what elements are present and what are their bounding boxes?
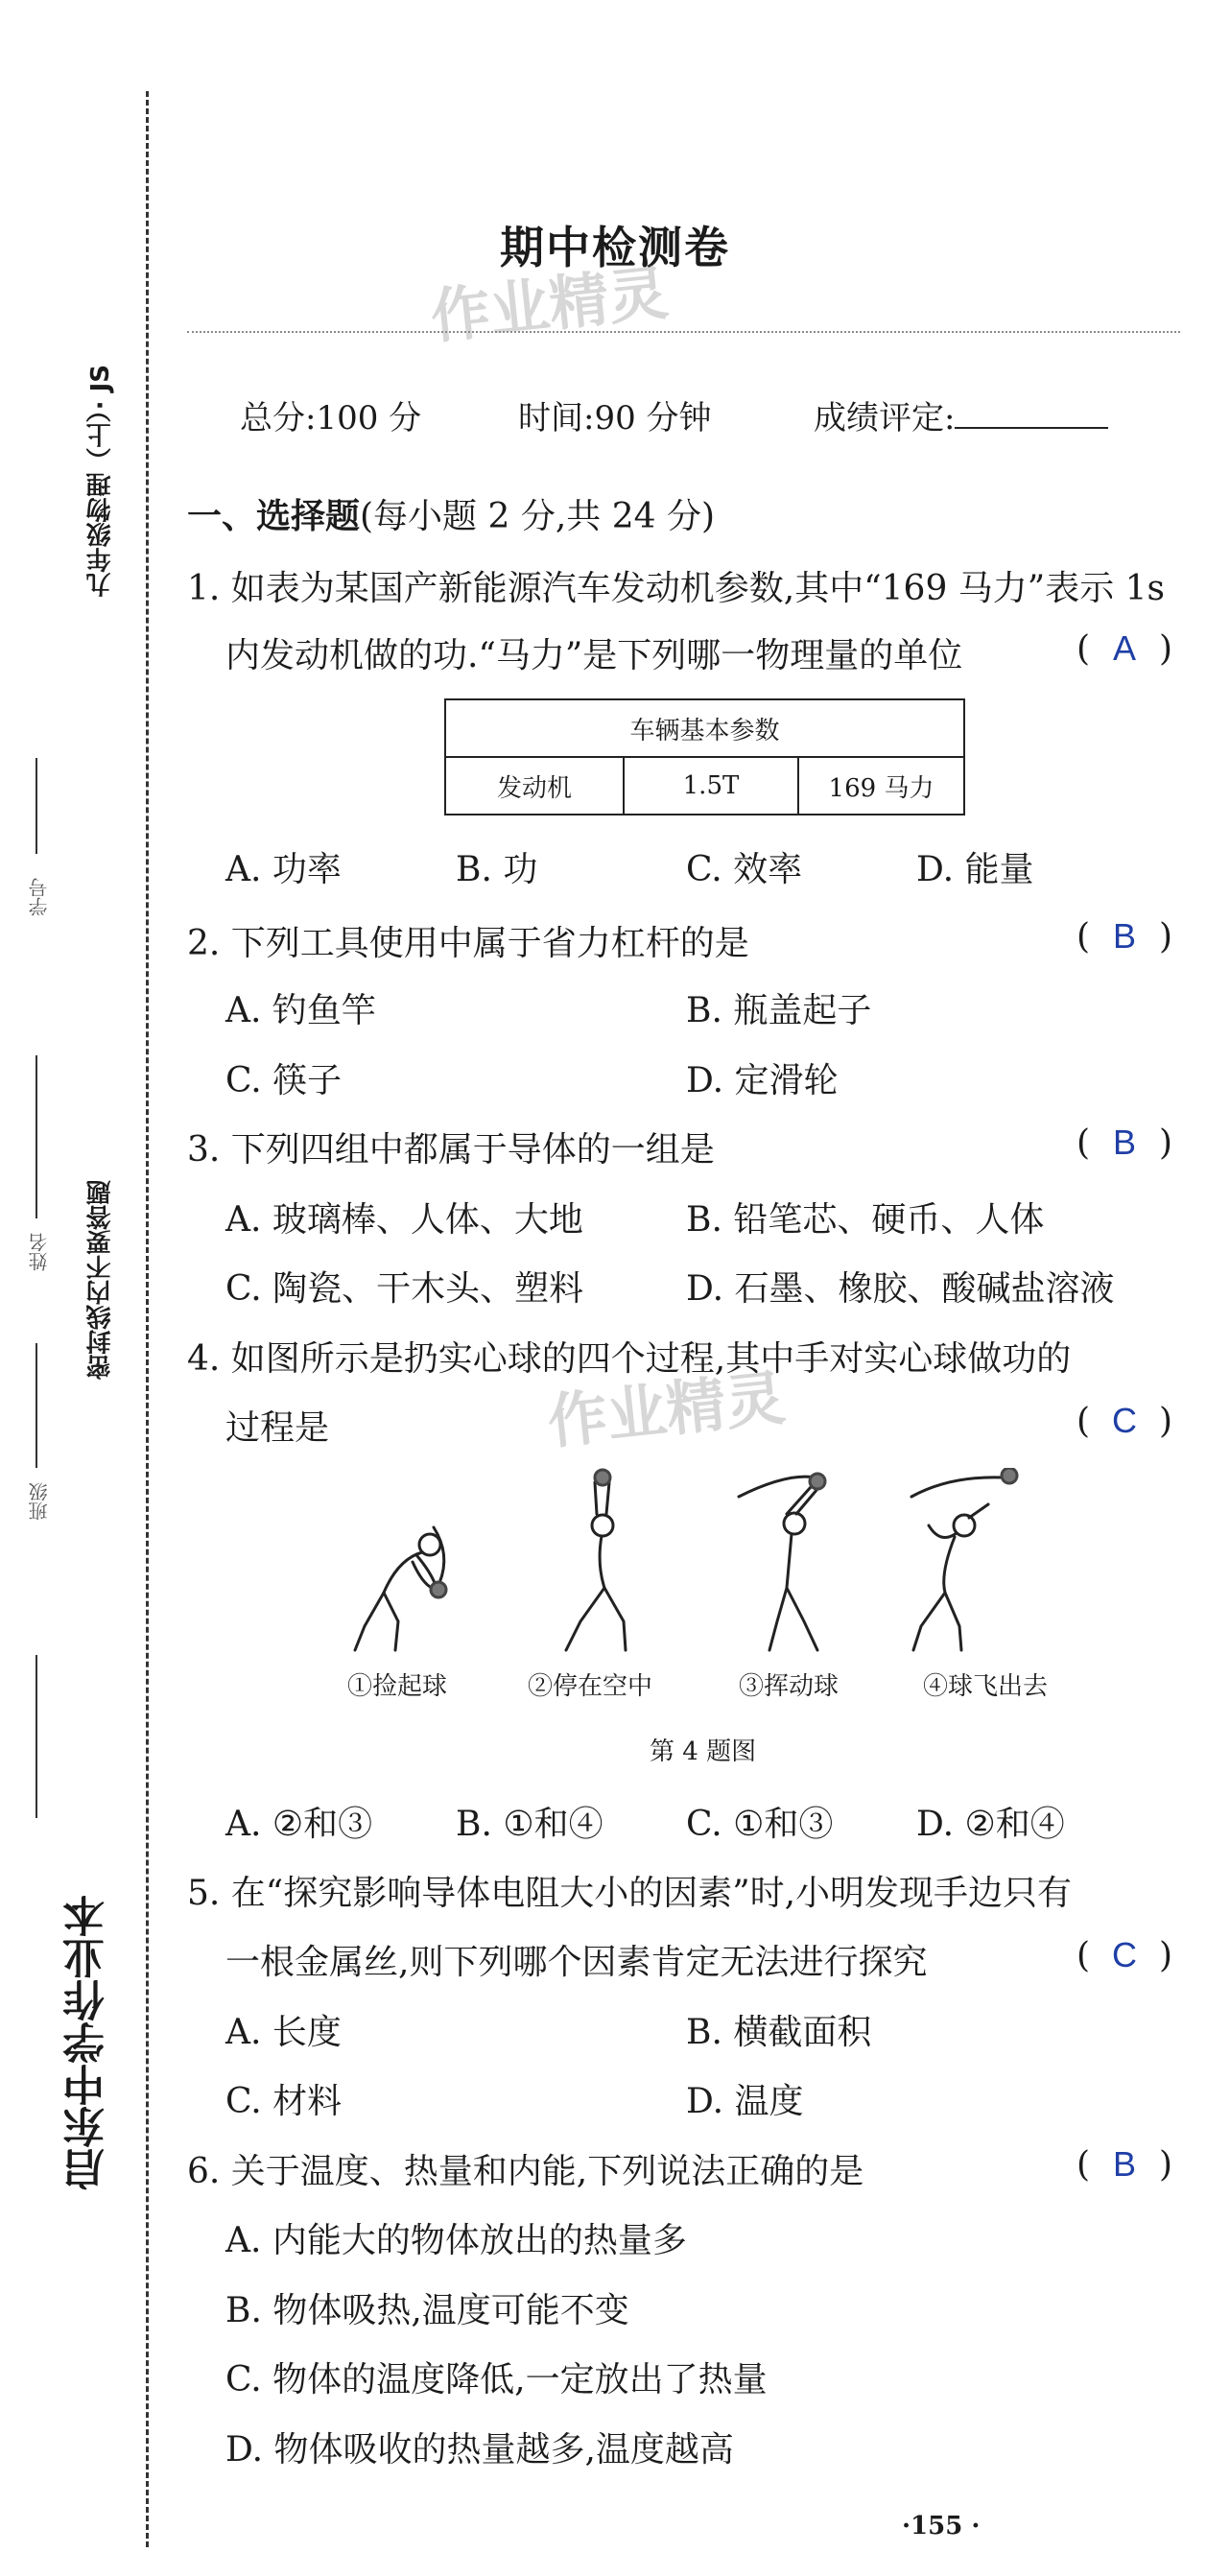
subject-label: 九年级物理（上）· JS [86,365,115,598]
id-blank-line [35,758,37,854]
class-blank-line [35,1343,37,1468]
watermark-middle: 作业精灵 [544,1362,789,1457]
q2-option-b: B. 瓶盖起子 [686,991,872,1030]
figure-hold-air [566,1482,626,1650]
section-note: (每小题 2 分,共 24 分) [360,497,716,536]
id-field-label: 学号 [28,878,51,916]
table-cell: 1.5T [624,757,798,815]
q2-answer: B [1113,916,1137,956]
table-cell: 发动机 [445,757,624,815]
q5-option-a: A. 长度 [225,2013,342,2052]
figure-swing [739,1477,817,1650]
figure-title: 第 4 题图 [650,1737,757,1766]
q3-answer: B [1113,1123,1137,1162]
section-heading [187,489,715,538]
exam-time: 时间:90 分钟 [518,399,712,437]
figure-caption-3: ③挥动球 [739,1672,840,1701]
table-header: 车辆基本参数 [445,699,964,757]
q5-answer-box: ( C ) [1076,1935,1173,1975]
q4-option-b: B. ①和④ [456,1805,603,1844]
q4-figure [326,1468,1094,1660]
q1-line1: 1. 如表为某国产新能源汽车发动机参数,其中“169 马力”表示 1s [187,569,1166,608]
q4-answer: C [1112,1401,1138,1440]
q2-line1: 2. 下列工具使用中属于省力杠杆的是 [187,924,749,963]
figure-throw [911,1477,1003,1650]
q1-answer-box: ( A ) [1076,628,1173,669]
q5-answer: C [1112,1935,1138,1974]
q2-answer-box: ( B ) [1076,916,1173,957]
q5-option-d: D. 温度 [686,2082,804,2121]
series-label: 启东中学作业本 [63,1895,112,2190]
q2-option-d: D. 定滑轮 [686,1061,839,1100]
q1-option-a: A. 功率 [225,850,342,889]
q1-answer: A [1113,628,1137,668]
name-field-label: 姓名 [28,1233,51,1271]
class-field-label: 班级 [28,1482,51,1521]
q3-option-b: B. 铅笔芯、硬币、人体 [686,1200,1045,1240]
name-blank-line [35,1055,37,1218]
q5-line1: 5. 在“探究影响导体电阻大小的因素”时,小明发现手边只有 [187,1874,1073,1913]
q3-line1: 3. 下列四组中都属于导体的一组是 [187,1130,715,1170]
class-blank-line-2 [35,1655,37,1818]
table-header-row [445,699,964,757]
grade-blank[interactable] [955,402,1108,429]
q3-option-c: C. 陶瓷、干木头、塑料 [225,1269,584,1309]
section-title: 一、选择题 [187,496,361,536]
q6-option-d: D. 物体吸收的热量越多,温度越高 [225,2430,734,2470]
q6-answer-box: ( B ) [1076,2144,1173,2185]
figure-caption-2: ②停在空中 [528,1672,653,1701]
page-title: 期中检测卷 [500,222,730,273]
title-divider [187,331,1180,333]
q5-option-c: C. 材料 [225,2082,343,2121]
q2-option-c: C. 筷子 [225,1061,343,1100]
q5-option-b: B. 横截面积 [686,2013,872,2052]
figure-caption-1: ①捡起球 [347,1672,448,1701]
table-row [445,757,964,815]
q6-option-b: B. 物体吸热,温度可能不变 [225,2291,629,2330]
q5-line2: 一根金属丝,则下列哪个因素肯定无法进行探究 [225,1943,928,1982]
table-cell: 169 马力 [798,757,964,815]
q3-answer-box: ( B ) [1076,1123,1173,1163]
q1-line2: 内发动机做的功.“马力”是下列哪一物理量的单位 [225,636,963,675]
q4-option-a: A. ②和③ [225,1805,373,1844]
q2-option-a: A. 钓鱼竿 [225,991,376,1030]
q4-line1: 4. 如图所示是扔实心球的四个过程,其中手对实心球做功的 [187,1339,1072,1379]
q6-answer: B [1113,2144,1137,2184]
sealed-line-note: 密封线内不要答题 [86,1180,115,1380]
figure-caption-4: ④球飞出去 [923,1672,1049,1701]
q6-line1: 6. 关于温度、热量和内能,下列说法正确的是 [187,2152,864,2191]
q4-answer-box: ( C ) [1076,1401,1173,1441]
binding-dashed-line [146,91,149,2547]
q4-line2: 过程是 [225,1408,330,1448]
q3-option-a: A. 玻璃棒、人体、大地 [225,1200,583,1240]
q1-option-d: D. 能量 [916,850,1034,889]
grade-field [814,391,1108,438]
q1-option-b: B. 功 [456,850,538,889]
q6-option-c: C. 物体的温度降低,一定放出了热量 [225,2360,768,2399]
q1-param-table [444,698,965,815]
q3-option-d: D. 石墨、橡胶、酸碱盐溶液 [686,1269,1115,1309]
page-number: ·155 · [902,2512,981,2541]
q6-option-a: A. 内能大的物体放出的热量多 [225,2221,687,2260]
q4-option-c: C. ①和③ [686,1805,834,1844]
q1-option-c: C. 效率 [686,850,803,889]
watermark-top: 作业精灵 [427,257,672,352]
grade-label: 成绩评定: [814,399,956,437]
total-score: 总分:100 分 [240,399,422,437]
q4-option-d: D. ②和④ [916,1805,1065,1844]
